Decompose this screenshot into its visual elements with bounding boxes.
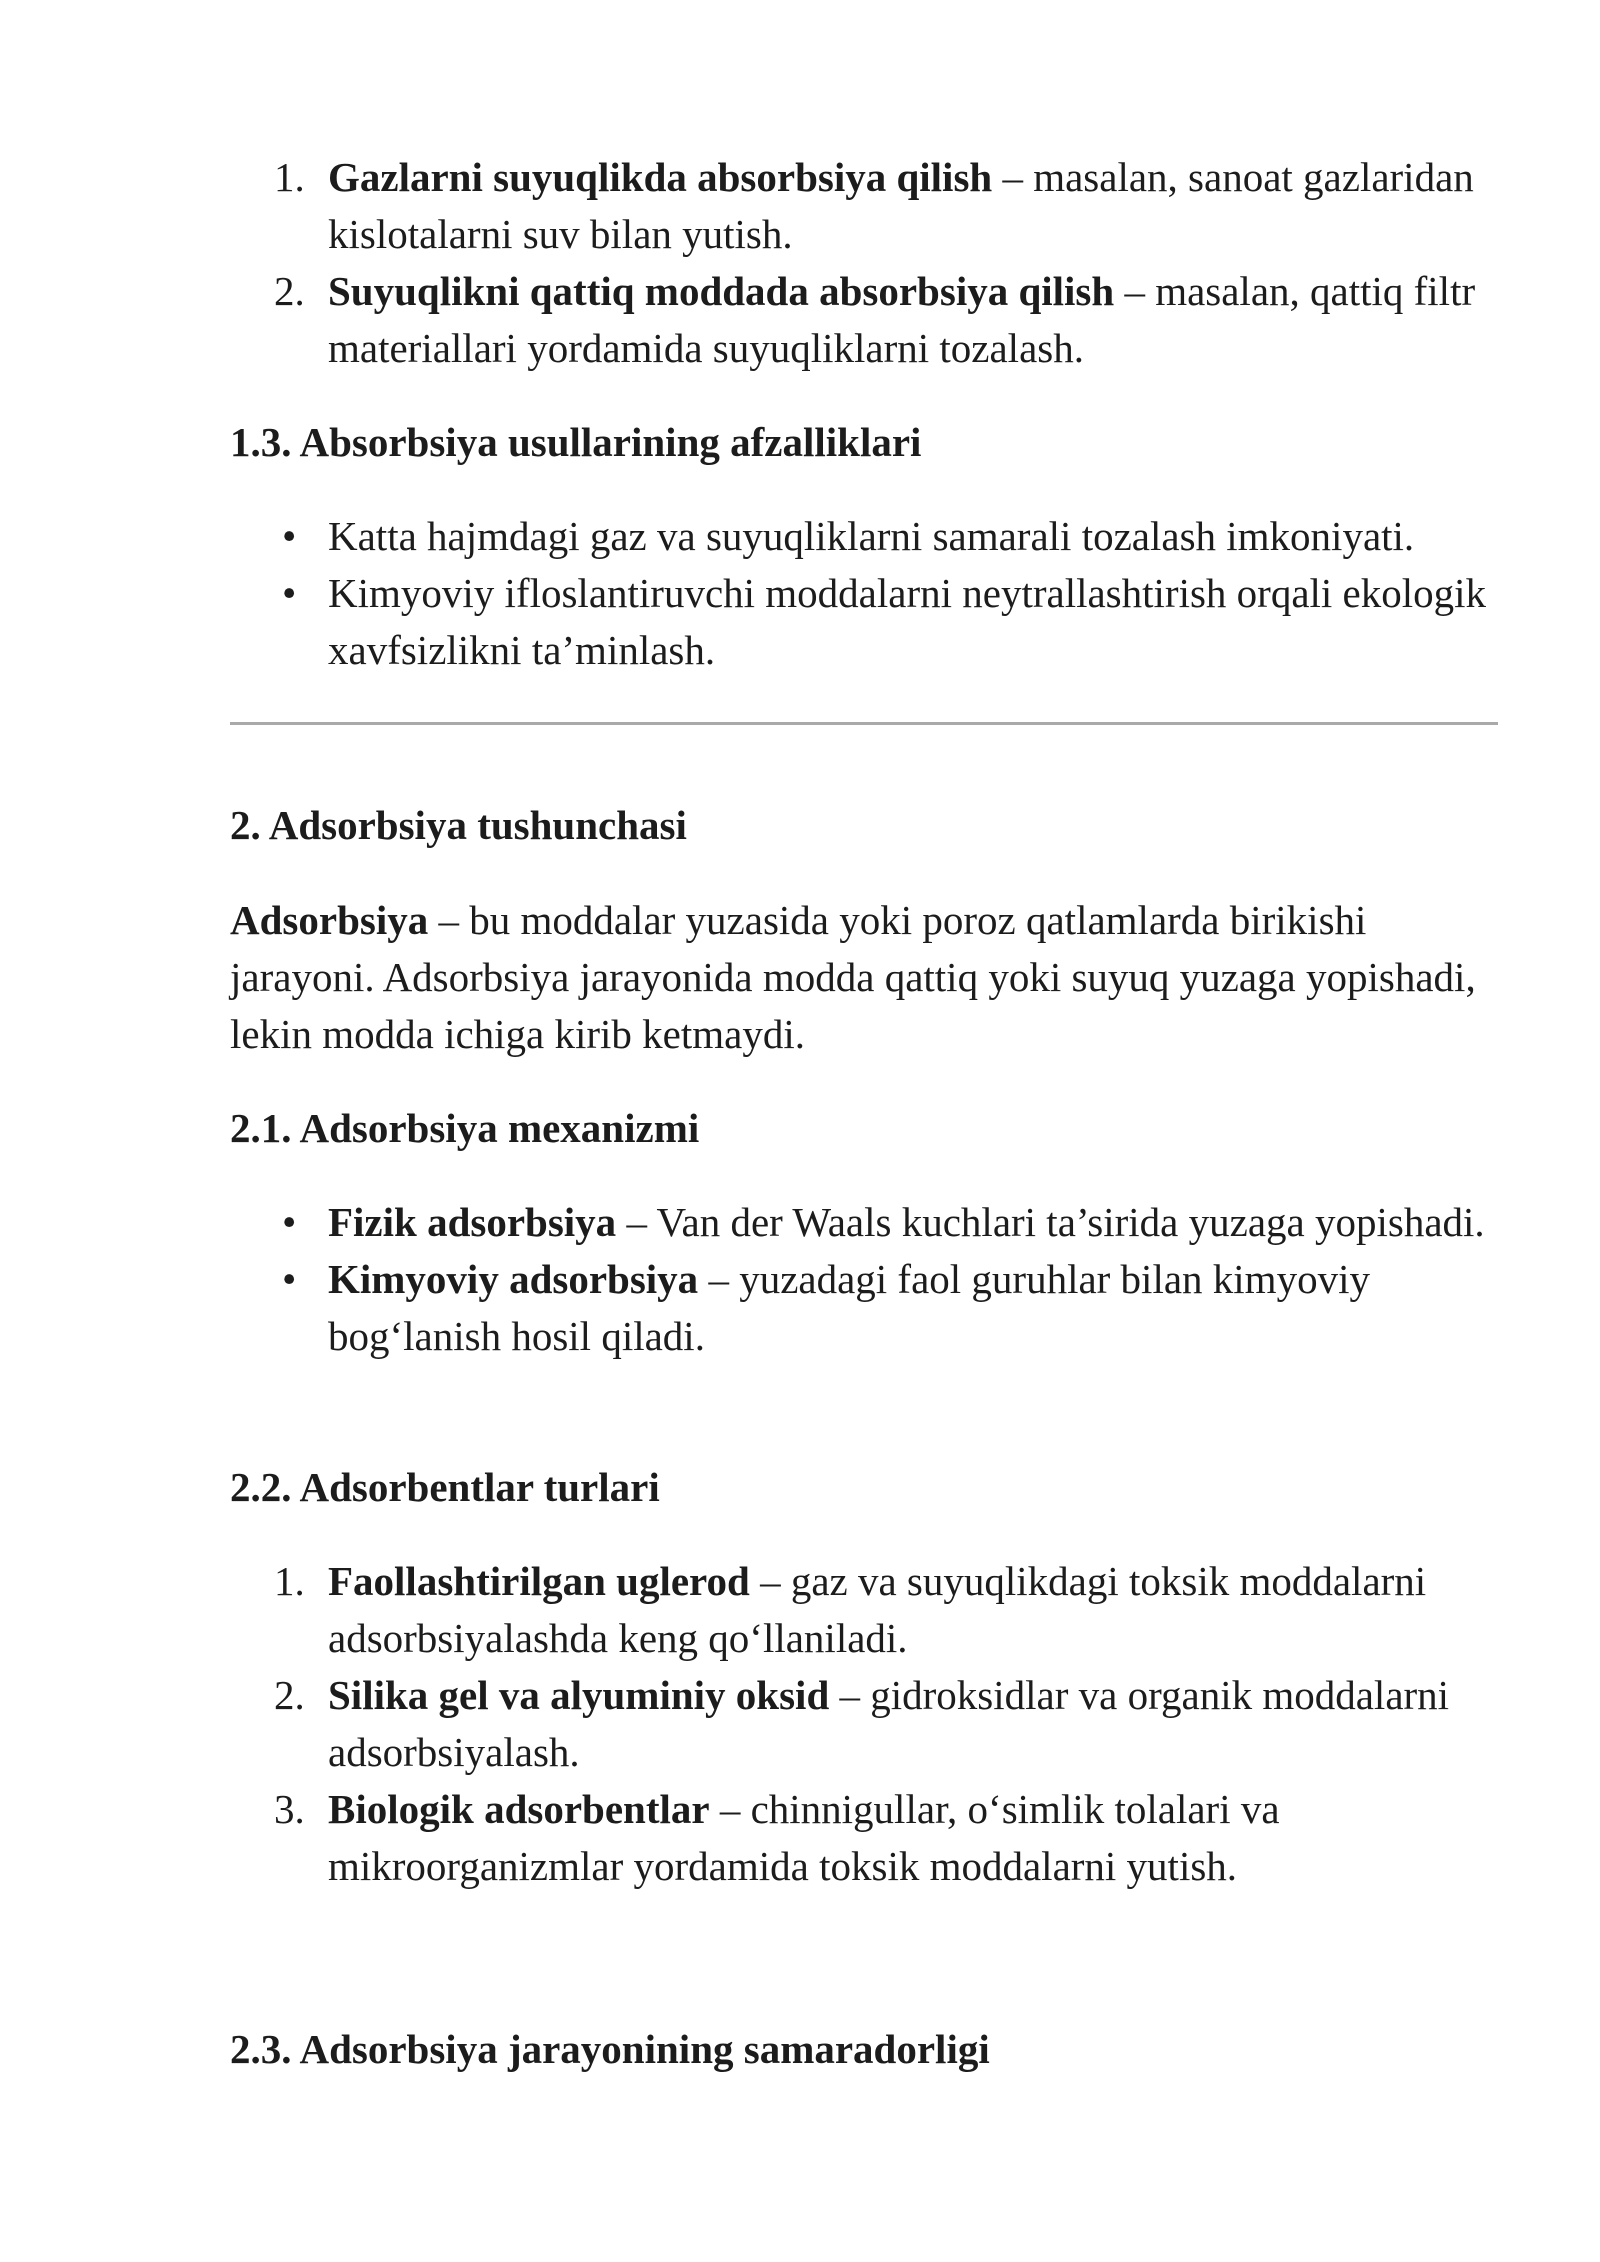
list-item-term: Kimyoviy adsorbsiya [328, 1256, 699, 1302]
bullet-icon: • [282, 570, 297, 616]
section-heading-2-1: 2.1. Adsorbsiya mexanizmi [230, 1105, 700, 1151]
paragraph-text: – bu moddalar yuzasida yoki poroz qatlamlarda birikishi jarayoni. Adsorbsiya jarayonida modda qattiq yoki suyuq yuzaga yopishadi, lekin modda ichiga kirib ketmaydi. [230, 897, 1476, 1057]
list-item [230, 1251, 1500, 1365]
list-item [230, 1667, 1500, 1781]
adsorbentlar-list [230, 1553, 1500, 1895]
list-item [230, 263, 1500, 377]
list-item-term: Faollashtirilgan uglerod [328, 1558, 750, 1604]
bullet-icon: • [282, 1199, 297, 1245]
absorbsiya-types-list [230, 149, 1500, 377]
list-number: 3. [274, 1786, 305, 1832]
adsorbsiya-definition-paragraph [230, 892, 1500, 1063]
list-item-text: – masalan, sanoat gazlaridan kislotalarni suv bilan yutish. [328, 154, 1474, 257]
list-item-text: Katta hajmdagi gaz va suyuqliklarni samarali tozalash imkoniyati. [328, 513, 1415, 559]
section-heading-1-3: 1.3. Absorbsiya usullarining afzalliklari [230, 419, 922, 465]
list-item [230, 1194, 1500, 1251]
list-number: 2. [274, 1672, 305, 1718]
bullet-icon: • [282, 513, 297, 559]
list-item-text: – masalan, qattiq filtr materiallari yordamida suyuqliklarni tozalash. [328, 268, 1476, 371]
list-item-text: – gaz va suyuqlikdagi toksik moddalarni adsorbsiyalashda keng qo‘llaniladi. [328, 1558, 1427, 1661]
list-item [230, 1553, 1500, 1667]
list-item-text: – Van der Waals kuchlari ta’sirida yuzaga yopishadi. [616, 1199, 1485, 1245]
list-item-term: Fizik adsorbsiya [328, 1199, 617, 1245]
afzalliklar-list [230, 508, 1500, 679]
section-heading-2: 2. Adsorbsiya tushunchasi [230, 802, 687, 848]
list-item-term: Biologik adsorbentlar [328, 1786, 710, 1832]
list-item-text: Kimyoviy ifloslantiruvchi moddalarni neytrallashtirish orqali ekologik xavfsizlikni ta’minlash. [328, 570, 1487, 673]
mexanizm-list [230, 1194, 1500, 1365]
section-heading-2-2: 2.2. Adsorbentlar turlari [230, 1464, 660, 1510]
horizontal-divider [230, 722, 1498, 725]
list-item-term: Gazlarni suyuqlikda absorbsiya qilish [328, 154, 993, 200]
bullet-icon: • [282, 1256, 297, 1302]
list-number: 1. [274, 154, 305, 200]
list-item-text: – chinnigullar, o‘simlik tolalari va mikroorganizmlar yordamida toksik moddalarni yutish. [328, 1786, 1280, 1889]
list-item-term: Suyuqlikni qattiq moddada absorbsiya qilish [328, 268, 1115, 314]
list-item [230, 149, 1500, 263]
list-number: 1. [274, 1558, 305, 1604]
section-heading-2-3: 2.3. Adsorbsiya jarayonining samaradorligi [230, 2026, 990, 2072]
list-item [230, 508, 1500, 565]
list-item [230, 565, 1500, 679]
list-item-text: – yuzadagi faol guruhlar bilan kimyoviy bog‘lanish hosil qiladi. [328, 1256, 1370, 1359]
list-item [230, 1781, 1500, 1895]
list-item-term: Silika gel va alyuminiy oksid [328, 1672, 830, 1718]
list-item-text: – gidroksidlar va organik moddalarni adsorbsiyalash. [328, 1672, 1450, 1775]
list-number: 2. [274, 268, 305, 314]
paragraph-term: Adsorbsiya [230, 897, 429, 943]
